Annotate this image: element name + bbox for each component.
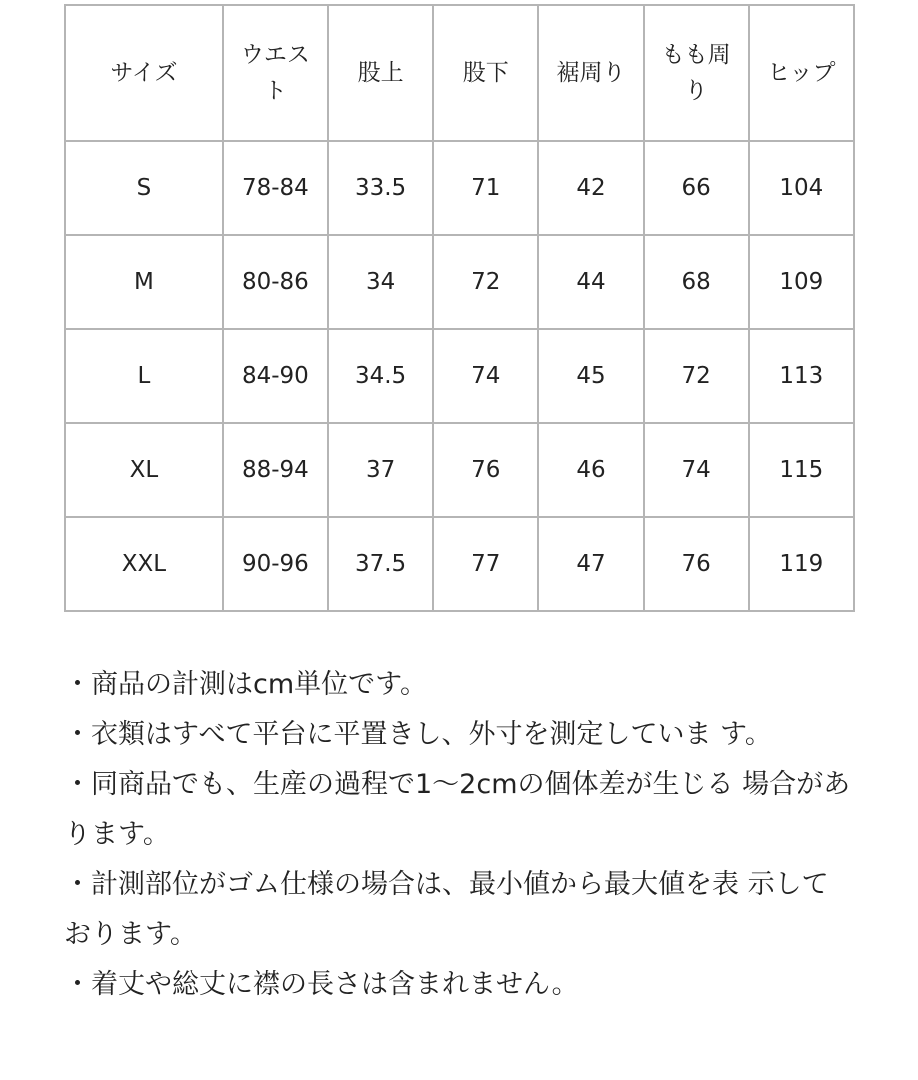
cell-inseam: 77 <box>433 517 538 611</box>
header-size: サイズ <box>65 5 223 141</box>
cell-thigh: 74 <box>644 423 749 517</box>
cell-waist: 84-90 <box>223 329 328 423</box>
cell-rise: 34 <box>328 235 433 329</box>
cell-hip: 109 <box>749 235 854 329</box>
note-individual-difference: ・同商品でも、生産の過程で1〜2cmの個体差が生じる 場合があります。 <box>64 769 851 850</box>
cell-hem: 46 <box>538 423 643 517</box>
header-hip: ヒップ <box>749 5 854 141</box>
cell-hip: 119 <box>749 517 854 611</box>
cell-thigh: 72 <box>644 329 749 423</box>
note-collar: ・着丈や総丈に襟の長さは含まれません。 <box>64 969 579 1000</box>
table-row <box>65 329 854 423</box>
cell-size: XL <box>65 423 223 517</box>
table-row <box>65 517 854 611</box>
cell-hem: 47 <box>538 517 643 611</box>
measurement-notes <box>64 660 854 1010</box>
cell-hem: 45 <box>538 329 643 423</box>
table-row <box>65 141 854 235</box>
cell-size: XXL <box>65 517 223 611</box>
cell-hip: 113 <box>749 329 854 423</box>
header-rise: 股上 <box>328 5 433 141</box>
cell-inseam: 76 <box>433 423 538 517</box>
note-elastic: ・計測部位がゴム仕様の場合は、最小値から最大値を表 示しております。 <box>64 869 829 950</box>
cell-waist: 80-86 <box>223 235 328 329</box>
note-flat-measurement: ・衣類はすべて平台に平置きし、外寸を測定していま す。 <box>64 719 772 750</box>
cell-hem: 44 <box>538 235 643 329</box>
cell-rise: 37.5 <box>328 517 433 611</box>
cell-inseam: 72 <box>433 235 538 329</box>
cell-thigh: 66 <box>644 141 749 235</box>
header-thigh: もも周り <box>644 5 749 141</box>
note-unit: ・商品の計測はcm単位です。 <box>64 669 427 700</box>
cell-inseam: 74 <box>433 329 538 423</box>
header-inseam: 股下 <box>433 5 538 141</box>
cell-inseam: 71 <box>433 141 538 235</box>
cell-rise: 33.5 <box>328 141 433 235</box>
cell-size: M <box>65 235 223 329</box>
cell-rise: 34.5 <box>328 329 433 423</box>
table-header-row <box>65 5 854 141</box>
table-row <box>65 423 854 517</box>
cell-waist: 78-84 <box>223 141 328 235</box>
cell-waist: 90-96 <box>223 517 328 611</box>
cell-hip: 104 <box>749 141 854 235</box>
cell-rise: 37 <box>328 423 433 517</box>
size-chart-table <box>64 4 855 612</box>
cell-thigh: 76 <box>644 517 749 611</box>
header-hem: 裾周り <box>538 5 643 141</box>
cell-size: L <box>65 329 223 423</box>
cell-hip: 115 <box>749 423 854 517</box>
header-waist: ウエスト <box>223 5 328 141</box>
cell-thigh: 68 <box>644 235 749 329</box>
table-row <box>65 235 854 329</box>
cell-waist: 88-94 <box>223 423 328 517</box>
cell-size: S <box>65 141 223 235</box>
cell-hem: 42 <box>538 141 643 235</box>
